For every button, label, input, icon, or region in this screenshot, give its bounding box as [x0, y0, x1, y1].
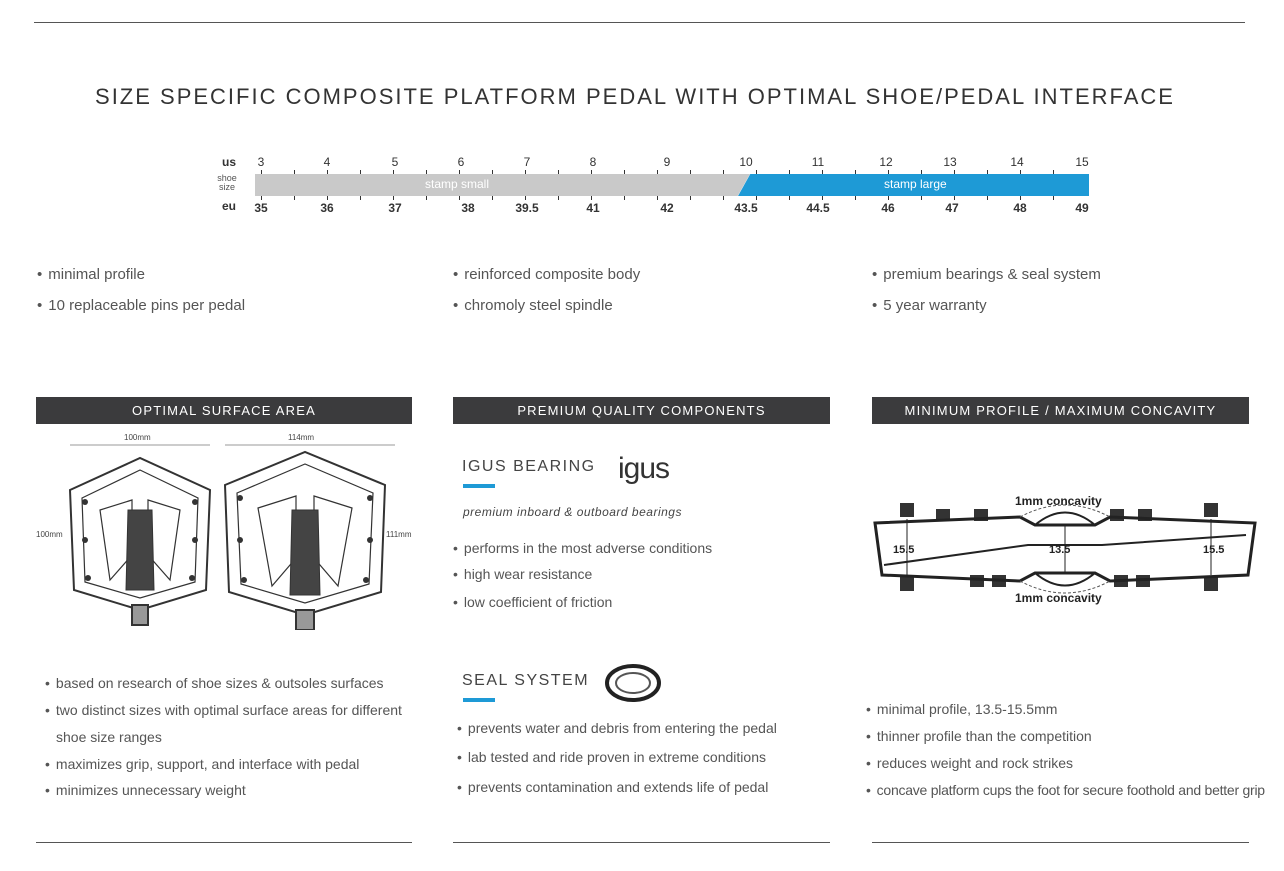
us-tick-label: 15 [1075, 155, 1089, 169]
tick-mark [690, 196, 691, 200]
seal-bullet: • prevents water and debris from entering the pedal [457, 720, 777, 736]
profile-bullet: • reduces weight and rock strikes [866, 755, 1073, 771]
eu-label: eu [222, 199, 237, 213]
us-tick-label: 9 [663, 155, 671, 169]
tick-mark [723, 196, 724, 200]
surface-bullet: • based on research of shoe sizes & outsoles surfaces [45, 675, 384, 691]
feature-item: • minimal profile [37, 266, 145, 283]
feature-item: • chromoly steel spindle [453, 297, 613, 314]
tick-mark [492, 170, 493, 174]
tick-mark [558, 170, 559, 174]
eu-tick-label: 35 [254, 201, 268, 215]
col3-bottom-divider [872, 842, 1249, 843]
us-tick-label: 10 [739, 155, 753, 169]
tick-mark [624, 170, 625, 174]
tick-mark [855, 170, 856, 174]
us-tick-label: 4 [323, 155, 331, 169]
tick-mark [723, 170, 724, 174]
tick-mark [954, 196, 955, 200]
dim-left-label: 15.5 [893, 544, 915, 556]
surface-bullet: • maximizes grip, support, and interface with pedal [45, 756, 359, 772]
tick-mark [756, 170, 757, 174]
components-header: PREMIUM QUALITY COMPONENTS [453, 397, 830, 424]
tick-mark [360, 196, 361, 200]
eu-tick-label: 48 [1013, 201, 1027, 215]
top-divider [34, 22, 1245, 23]
profile-header: MINIMUM PROFILE / MAXIMUM CONCAVITY [872, 397, 1249, 424]
feature-item: • premium bearings & seal system [872, 266, 1101, 283]
stamp-small-label: stamp small [425, 177, 490, 191]
tick-mark [855, 196, 856, 200]
us-tick-label: 14 [1010, 155, 1024, 169]
tick-mark [690, 170, 691, 174]
tick-mark [459, 196, 460, 200]
tick-mark [888, 170, 889, 174]
tick-mark [393, 196, 394, 200]
igus-bearing-title: IGUS BEARING [462, 458, 596, 475]
tick-mark [1020, 196, 1021, 200]
col1-bottom-divider [36, 842, 412, 843]
tick-mark [1053, 170, 1054, 174]
eu-tick-label: 44.5 [806, 201, 830, 215]
tick-mark [987, 196, 988, 200]
dim-center-label: 13.5 [1049, 544, 1071, 556]
size-label: size [218, 182, 235, 192]
dim-large-width: 114mm [288, 433, 315, 442]
us-tick-label: 6 [457, 155, 465, 169]
us-tick-label: 11 [811, 155, 825, 169]
tick-mark [261, 196, 262, 200]
tick-mark [261, 170, 262, 174]
eu-tick-label: 41 [586, 201, 600, 215]
seal-ring-icon [604, 662, 662, 704]
us-tick-label: 3 [257, 155, 265, 169]
tick-mark [327, 196, 328, 200]
tick-mark [921, 196, 922, 200]
shoe-label: shoe [217, 173, 237, 183]
dim-right-label: 15.5 [1203, 544, 1225, 556]
tick-mark [624, 196, 625, 200]
eu-tick-label: 39.5 [515, 201, 539, 215]
tick-mark [987, 170, 988, 174]
igus-bullet: • high wear resistance [453, 566, 592, 582]
eu-tick-label: 38 [461, 201, 475, 215]
tick-mark [756, 196, 757, 200]
tick-mark [294, 170, 295, 174]
dim-small-width: 100mm [124, 433, 151, 442]
eu-tick-label: 37 [388, 201, 402, 215]
tick-mark [789, 170, 790, 174]
feature-item: • 5 year warranty [872, 297, 987, 314]
tick-mark [525, 170, 526, 174]
tick-mark [459, 170, 460, 174]
us-tick-label: 8 [589, 155, 597, 169]
eu-tick-label: 46 [881, 201, 895, 215]
shoe-size-label [214, 174, 240, 192]
eu-tick-label: 47 [945, 201, 959, 215]
seal-bullet: • lab tested and ride proven in extreme conditions [457, 749, 766, 765]
pedal-drawing-icon [40, 440, 410, 630]
stamp-large-label: stamp large [884, 177, 947, 191]
eu-tick-label: 43.5 [734, 201, 758, 215]
tick-mark [1053, 196, 1054, 200]
profile-bullet: • minimal profile, 13.5-15.5mm [866, 701, 1057, 717]
tick-mark [822, 196, 823, 200]
profile-bullet: • concave platform cups the foot for secure foothold and better grip [866, 782, 1265, 798]
tick-mark [591, 170, 592, 174]
us-label: us [222, 155, 237, 169]
feature-item: • reinforced composite body [453, 266, 640, 283]
feature-item: • 10 replaceable pins per pedal [37, 297, 245, 314]
tick-mark [1020, 170, 1021, 174]
tick-mark [822, 170, 823, 174]
tick-mark [426, 196, 427, 200]
igus-subtitle: premium inboard & outboard bearings [463, 505, 682, 519]
tick-mark [558, 196, 559, 200]
tick-mark [921, 170, 922, 174]
surface-bullet-cont: shoe size ranges [56, 729, 162, 745]
tick-mark [657, 196, 658, 200]
profile-bullet: • thinner profile than the competition [866, 728, 1092, 744]
tick-mark [393, 170, 394, 174]
eu-tick-label: 36 [320, 201, 334, 215]
seal-bullet: • prevents contamination and extends life of pedal [457, 779, 768, 795]
us-tick-label: 12 [879, 155, 893, 169]
tick-mark [954, 170, 955, 174]
eu-tick-label: 42 [660, 201, 674, 215]
concavity-bottom-label: 1mm concavity [1015, 591, 1102, 605]
igus-blue-rule [463, 484, 495, 488]
igus-logo: igus [618, 452, 670, 485]
igus-bullet: • performs in the most adverse conditions [453, 540, 712, 556]
tick-mark [294, 196, 295, 200]
tick-mark [360, 170, 361, 174]
tick-mark [327, 170, 328, 174]
tick-mark [789, 196, 790, 200]
igus-bullet: • low coefficient of friction [453, 594, 612, 610]
concavity-top-label: 1mm concavity [1015, 494, 1102, 508]
tick-mark [492, 196, 493, 200]
tick-mark [426, 170, 427, 174]
seal-blue-rule [463, 698, 495, 702]
eu-tick-label: 49 [1075, 201, 1089, 215]
tick-mark [591, 196, 592, 200]
us-tick-label: 5 [391, 155, 399, 169]
stamp-small-bar [255, 174, 750, 196]
us-tick-label: 13 [943, 155, 957, 169]
surface-bullet: • minimizes unnecessary weight [45, 782, 246, 798]
col2-bottom-divider [453, 842, 830, 843]
tick-mark [525, 196, 526, 200]
surface-bullet: • two distinct sizes with optimal surface areas for different [45, 702, 402, 718]
dim-small-height: 100mm [36, 530, 63, 539]
seal-system-title: SEAL SYSTEM [462, 672, 590, 689]
tick-mark [888, 196, 889, 200]
surface-area-header: OPTIMAL SURFACE AREA [36, 397, 412, 424]
dim-large-height: 111mm [386, 530, 412, 539]
us-tick-label: 7 [523, 155, 531, 169]
tick-mark [657, 170, 658, 174]
page-title: SIZE SPECIFIC COMPOSITE PLATFORM PEDAL WITH OPTIMAL SHOE/PEDAL INTERFACE [95, 84, 1175, 109]
